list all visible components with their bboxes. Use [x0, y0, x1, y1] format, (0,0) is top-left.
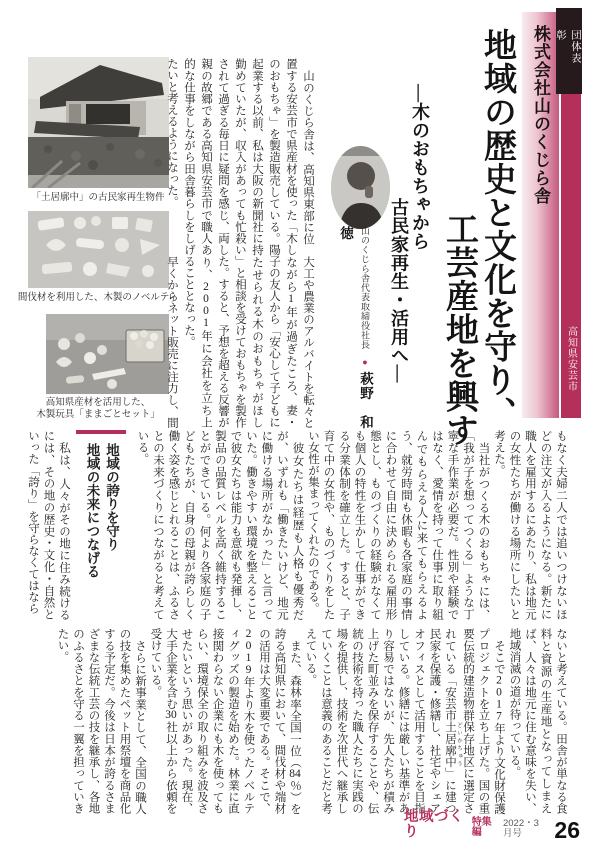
- president-title: 山のくじら舎代表取締役社長: [360, 226, 370, 350]
- article-paragraph: 彼女たちは経歴も人格も優秀だが、いずれも「働きたいけど、地元に働ける場所がなかった」と言っていた。働きやすい環境を整えることで彼女たちは能力も意欲も発揮し、製品の品質レベルを高く維持することができている。何より各家庭の子どもたちが、自身の母親が誇らしく働く姿を感じとれることは、ふるさとの未来づくりにつながると考えている。: [136, 430, 304, 620]
- lower-first-paragraphs: [134, 430, 568, 620]
- president-profile-caption: [338, 226, 375, 431]
- photo-old-house-caption: 「土居廓中」の古民家再生物件: [31, 192, 165, 203]
- toy-set-caption-line1: 高知県産材を活用した、: [45, 397, 151, 408]
- footer-issue-date: 2022・3月号: [502, 818, 539, 839]
- profile-bullet-icon: ●: [360, 356, 370, 367]
- article-paragraph: 大工や農業のアルバイトを転々としながら1年が過ぎたころ、妻・陽子の友人から「安心して子どもに持たせられる木のおもちゃがほしい」と相談を受けておもちゃを製作した。すると、予想を超える反響があり、2001年に会社を立ち上げることとなった。: [183, 244, 314, 429]
- article-paragraph: 当社がつくる木のおもちゃには、「我が子を想ってつくる」ような丁寧な手作業が必要だ。性別や経験ではなく、愛情を持って仕事に取り組んでもらえる人に来てもらえるよう、就労時間も休暇も各家庭の事情に合わせて自由に決められる雇用形態とし、ものづくりの経験がなくても個人の特性を生かして仕事ができる分業体制を確立した。すると、子育て中の女性や、ものづくりをしたい女性が集まってくれたのである。: [307, 430, 490, 620]
- article-paragraph: 私は、人々がその地に住み続けるには、その地の歴史・文化・自然といった「誇り」を守らなくてはなら: [27, 430, 70, 620]
- article-paragraph: ないと考えている。田舎が単なる食料と資源の生産地となってしまえば、人々は地元に住む意味を失い、地域消滅の道が待っている。: [508, 628, 567, 814]
- toy-set-illustration: [46, 314, 169, 394]
- photo-toy-set-caption: [18, 397, 178, 422]
- headline-sub-line2: 古民家再生・活用へ―: [389, 198, 409, 383]
- section-heading-line2: 地域の未来につなげる: [84, 443, 100, 578]
- wooden-novelty-illustration: [28, 211, 169, 288]
- headline-line1: 地域の歴史と文化を守り、: [479, 28, 515, 430]
- footer-page-number: 26: [554, 817, 580, 843]
- page-footer: [404, 809, 580, 843]
- footer-magazine-title: 地域づくり: [404, 809, 464, 840]
- article-paragraph: そこで2017年より文化財保護プロジェクトを立ち上げた。国の重要伝統的建造物群保存地区に選定されている「安芸市土居廓中 どいかちゅう」に建つ民家を保護・修繕し、社宅やシェアオフィスとして活用することを目指している。修繕には厳しい基準があり容易ではないが、先人たちが積み上げた町並みを保存することや、伝統の技術を持った職人たちに実践の場を提供し、技術を次世代へ継承していくことは意義のあることだと考えている。: [304, 628, 505, 815]
- article-paragraph: 早くからネット販売に注力し、間: [166, 255, 178, 428]
- section-heading: [76, 430, 126, 589]
- award-label: 団体表彰: [555, 29, 582, 64]
- lower-first-tail-paragraph: [25, 430, 72, 620]
- photo-old-house: [28, 57, 169, 188]
- portrait-illustration: [331, 146, 390, 229]
- article-text-upper-second: [163, 244, 316, 428]
- photo-wooden-novelty: [28, 211, 169, 288]
- region-label: 高知県安芸市: [565, 326, 577, 392]
- article-paragraph: さらに新事業として、全国の職人の技を集めたペット用祭壇を商品化する予定だ。今後は日本が誇るさまざまな伝統工芸の技を継承し、各地のふるさとを守る一翼を担っていきたい。: [56, 628, 146, 814]
- headline-line2: 工芸産地を興す: [441, 212, 477, 447]
- article-text-lower-second: [28, 628, 568, 814]
- article-text-lower-first: [28, 430, 568, 620]
- president-portrait-photo: [331, 146, 390, 229]
- article-text-upper-first: [163, 58, 316, 244]
- footer-edition: 特集編: [471, 817, 492, 838]
- photo-wooden-novelty-caption: 間伐材を利用した、木製のノベルティ: [17, 292, 179, 303]
- photo-toy-set: [46, 314, 169, 394]
- headline-sub-line1: ―木のおもちゃから: [410, 84, 430, 251]
- toy-set-caption-line2: 木製玩具「ままごとセット」: [36, 409, 160, 421]
- section-heading-line1: 地域の誇りを守り: [104, 443, 119, 551]
- company-banner: [522, 12, 559, 418]
- old-house-illustration: [28, 57, 169, 188]
- president-name: 萩野 和徳: [338, 226, 373, 430]
- article-paragraph: 山のくじら舎は、高知県東部に位置する安芸市で県産材を使った「木のおもちゃ」を製造販売している。起業する以前、私は大阪の新聞社に勤めていたが、収入があっても忙殺されて過ぎる毎日に疑問を感じ、両親の故郷である高知県安芸市で職人的な仕事をしながら田舎暮らしをしたいと考えるようになった。: [166, 58, 314, 244]
- award-badge: [556, 8, 582, 94]
- article-paragraph: また、森林率全国一位（84％）を誇る高知県において、間伐材や端材の活用は大変重要である。そこで、2019年より木を使ったノベルティグッズの製造を始めた。林業に直接関わらない企業にも木を使ってもらい、環境保全の取り組みを波及させたいという思いがあった。現在、大手企業を含む30社以上から依頼を受けている。: [149, 628, 301, 815]
- article-paragraph: もなく夫婦二人では追いつけないほどの注文が入るようになる。新たに職人を雇用するにあたり、私は地元の女性たちが働ける場所にしたいと考えた。: [493, 430, 567, 620]
- company-name: 株式会社山のくじら舎: [531, 25, 550, 205]
